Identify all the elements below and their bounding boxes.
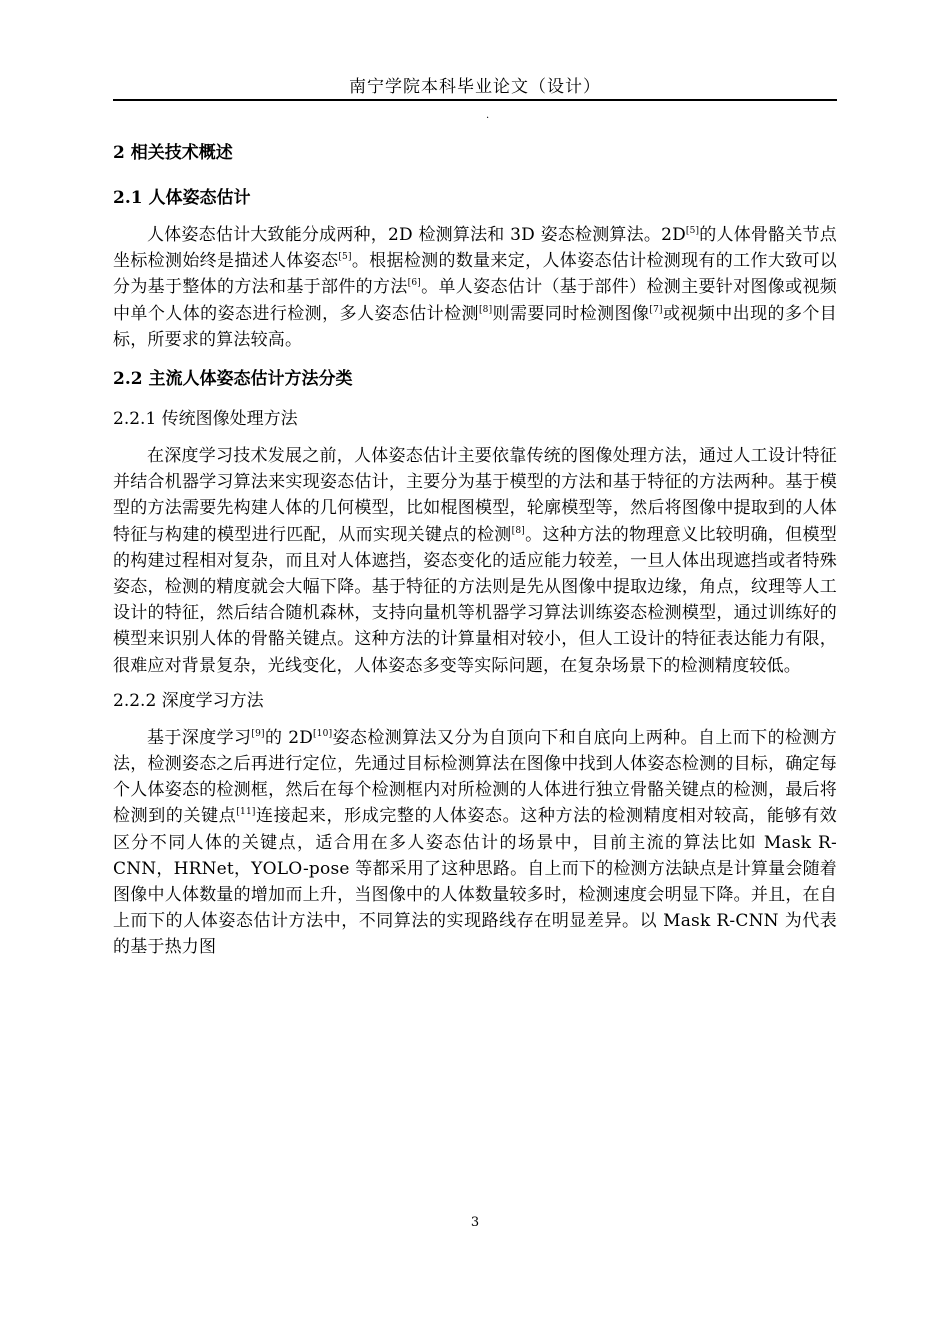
subsection-2-2-2-title: 2.2.2 深度学习方法 [113,690,264,711]
citation: [5] [685,226,700,236]
paragraph-2-2-1 [113,443,837,679]
text-run: 的人体骨骼关节点坐标检测始终是描述人体姿态 [113,225,837,272]
text-run: 在深度学习技术发展之前，人体姿态估计主要依靠传统的图像处理方法，通过人工设计特征并结合机器学习算法来实现姿态估计，主要分为基于模型的方法和基于特征的方法两种。基于模型的方法需要先构建人体的几何模型，比如棍图模型，轮廓模型等，然后将图像中提取到的人体特征与构建的模型进行匹配，从而实现关键点的检测 [113,446,837,545]
citation: [6] [407,278,422,289]
page-header-dot: . [486,110,490,121]
text-run: 基于深度学习 [147,727,252,748]
page-header-title: 南宁学院本科毕业论文（设计） [349,77,601,97]
citation: [10] [313,728,333,739]
text-run: 或视频中出现的多个目标，所要求的算法较高。 [113,303,837,350]
paragraph-2-1 [113,222,837,353]
text-run: 连接起来，形成完整的人体姿态。这种方法的检测精度相对较高，能够有效区分不同人体的关键点，适合用在多人姿态估计的场景中，目前主流的算法比如 Mask R-CNN，HRNet，YOLO-pose 等都采用了这种思路。自上而下的检测方法缺点是计算量会随着图像中人体数量的增加而上升，当图像中的人体数量较多时，检测速度会明显下降。并且，在自上而下的人体姿态估计方法中，不同算法的实现路线存在明显差异。以 Mask R-CNN 为代表的基于热力图 [113,806,837,958]
text-run: 。根据检测的数量来定，人体姿态估计检测现有的工作大致可以分为基于整体的方法和基于部件的方法 [113,251,837,298]
citation: [9] [251,728,265,739]
text-run: 则需要同时检测图像 [492,303,650,324]
text-run: 。这种方法的物理意义比较明确，但模型的构建过程相对复杂，而且对人体遮挡，姿态变化的适应能力较差，一旦人体出现遮挡或者特殊姿态，检测的精度就会大幅下降。基于特征的方法则是先从图像中提取边缘，角点，纹理等人工设计的特征，然后结合随机森林，支持向量机等机器学习算法训练姿态检测模型，通过训练好的模型来识别人体的骨骼关键点。这种方法的计算量相对较小，但人工设计的特征表达能力有限，很难应对背景复杂，光线变化，人体姿态多变等实际问题，在复杂场景下的检测精度较低。 [113,524,837,676]
page-number: 3 [470,1215,480,1230]
citation: [11] [236,807,256,818]
text-run: 人体姿态估计大致能分成两种，2D 检测算法和 3D 姿态检测算法。2D [147,225,686,245]
paragraph-2-2-2 [113,725,837,961]
text-run: 的 2D [264,727,314,748]
document-body [113,138,837,965]
subsection-2-2-title: 2.2 主流人体姿态估计方法分类 [113,369,353,390]
citation: [8] [478,304,493,315]
citation: [7] [649,304,663,315]
citation: [8] [511,525,525,536]
subsection-2-2-1-title: 2.2.1 传统图像处理方法 [113,409,298,430]
citation: [5] [338,252,352,263]
page-header-rule [113,99,837,101]
text-run: 。单人姿态估计（基于部件）检测主要针对图像或视频中单个人体的姿态进行检测，多人姿态估计检测 [113,277,837,324]
subsection-2-1-title: 2.1 人体姿态估计 [113,188,251,208]
section-title: 2 相关技术概述 [113,143,233,163]
text-run: 姿态检测算法又分为自顶向下和自底向上两种。自上而下的检测方法，检测姿态之后再进行定位，先通过目标检测算法在图像中找到人体姿态检测的目标，确定每个人体姿态的检测框，然后在每个检测框内对所检测的人体进行独立骨骼关键点的检测，最后将检测到的关键点 [113,727,837,827]
